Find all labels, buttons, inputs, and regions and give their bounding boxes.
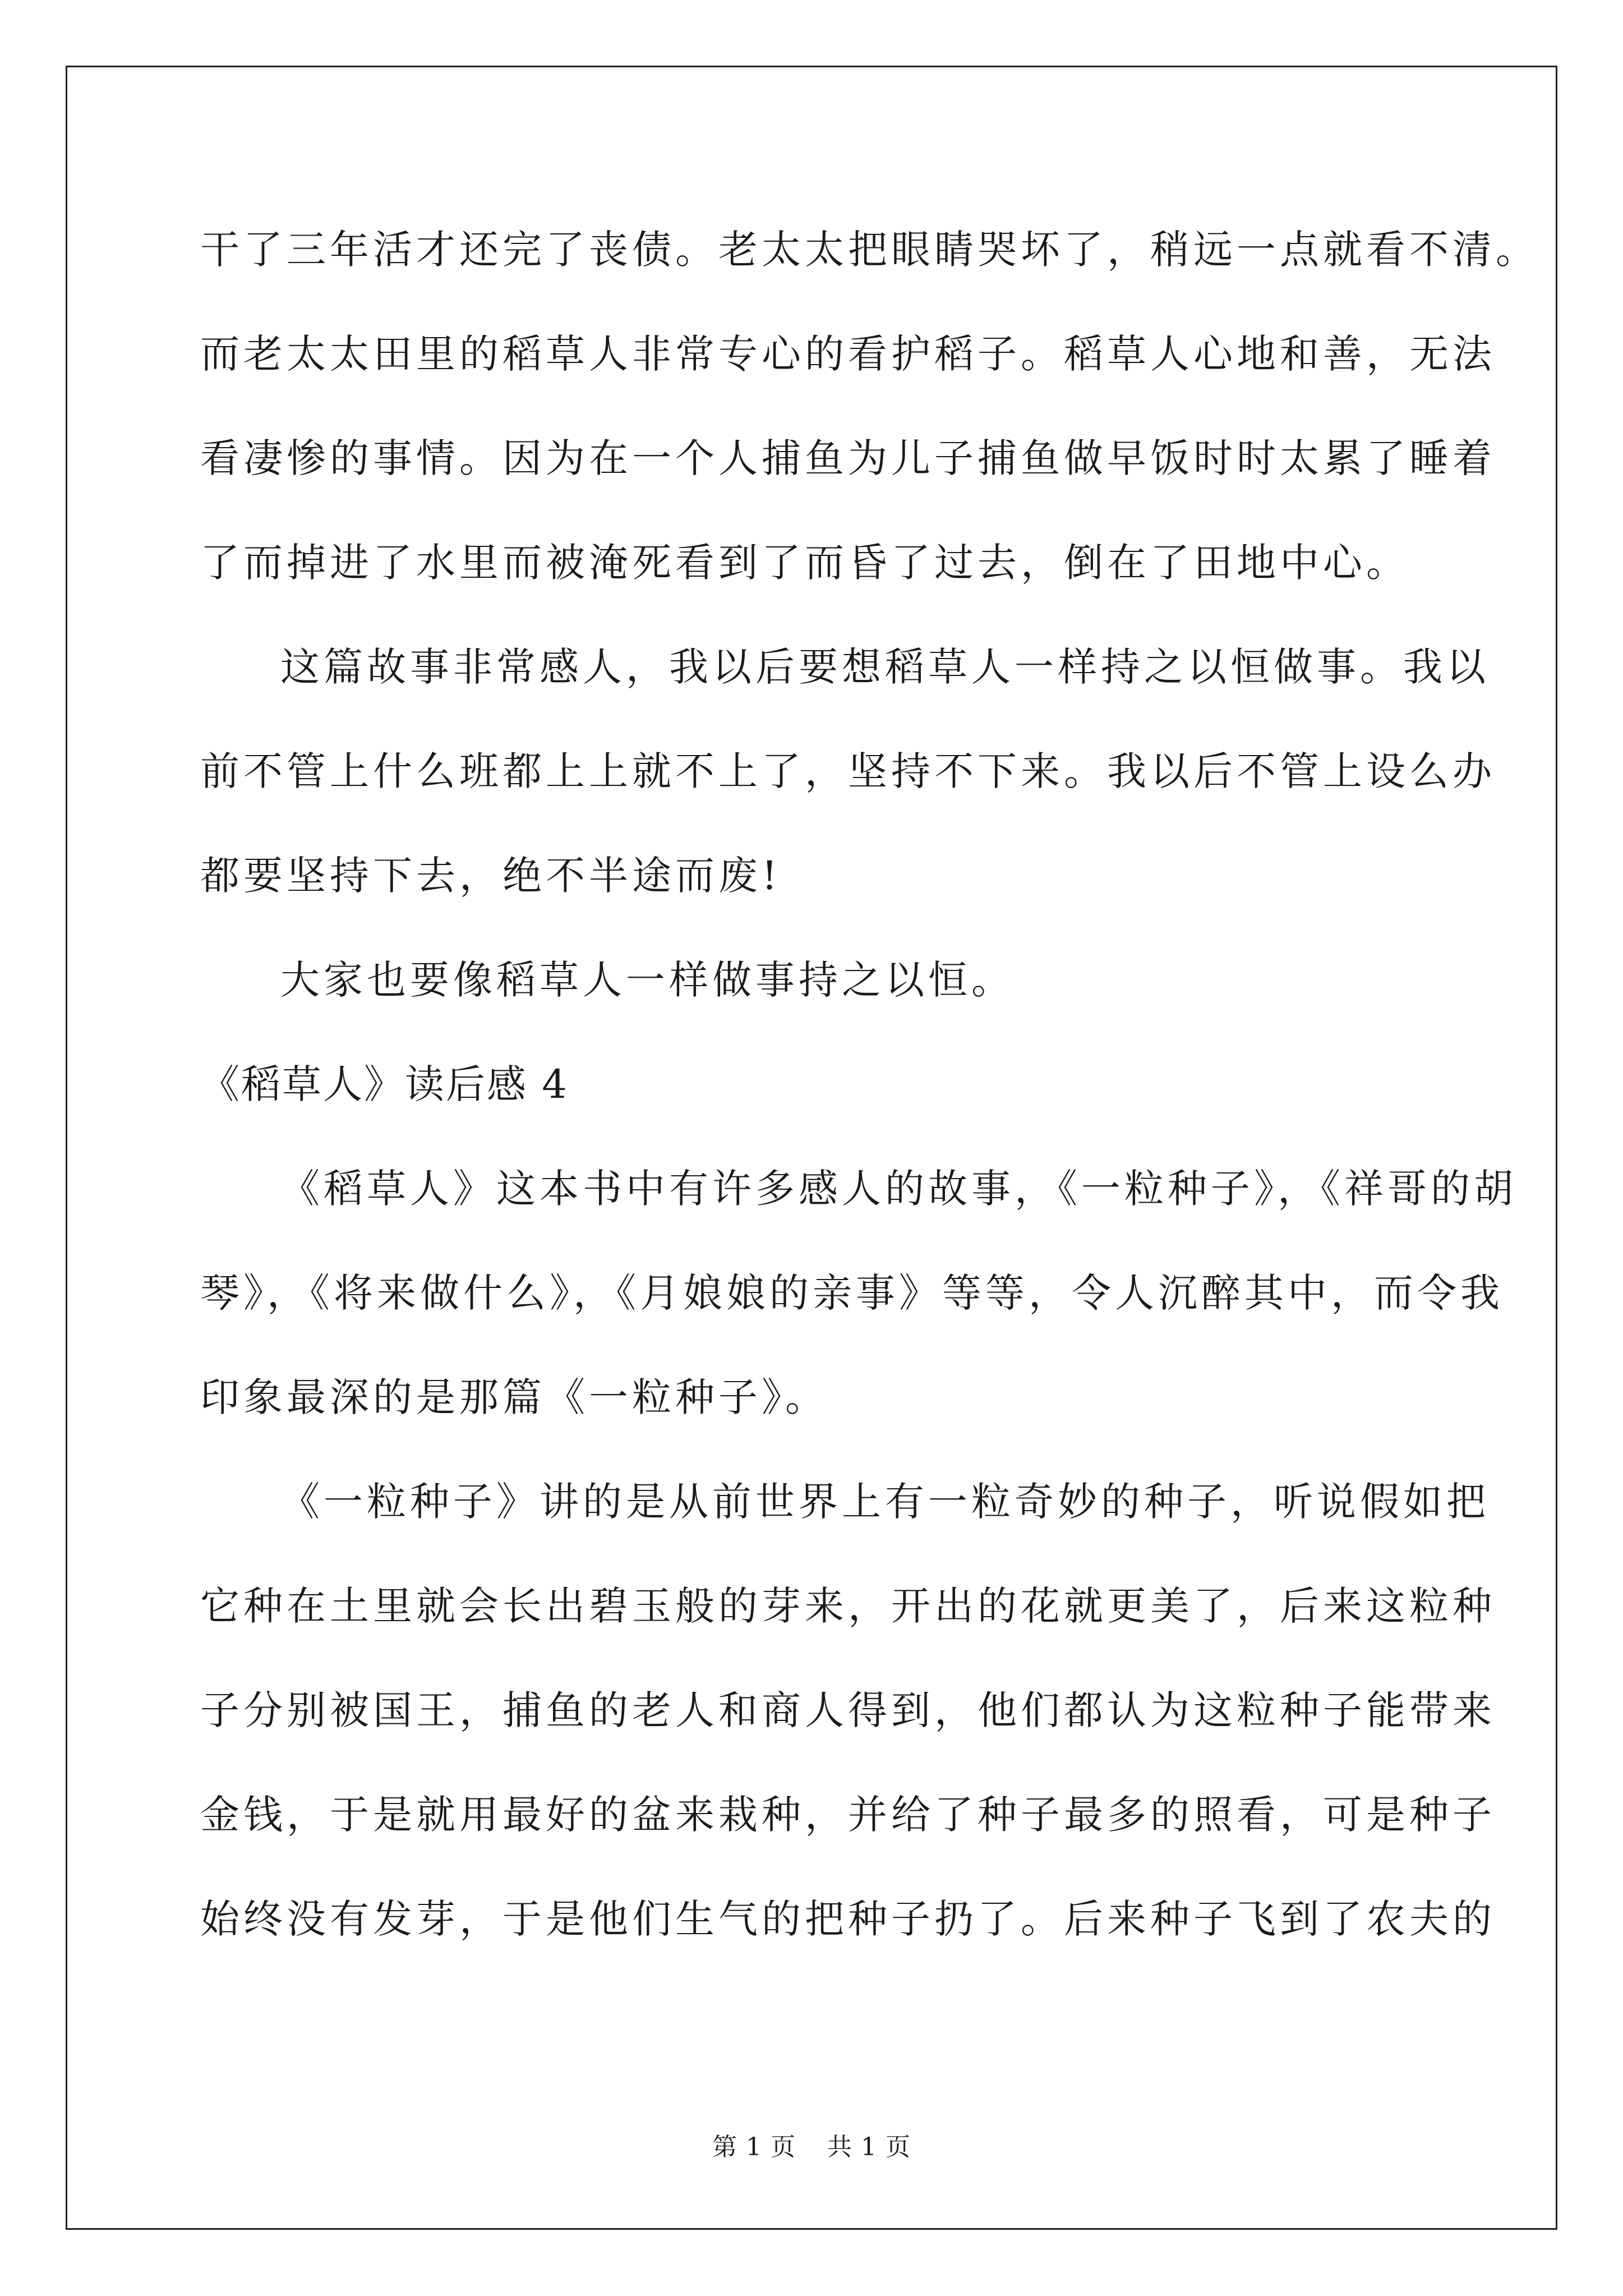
- page-footer: [0, 2131, 1623, 2164]
- text-line: 印象最深的是那篇《一粒种子》。: [200, 1374, 828, 1420]
- text-line: 子分别被国王，捕鱼的老人和商人得到，他们都认为这粒种子能带来: [200, 1687, 1496, 1733]
- document-body: [200, 197, 1539, 1971]
- text-line: 大家也要像稻草人一样做事持之以恒。: [280, 957, 1015, 1003]
- page-number: 第 1 页: [712, 2133, 796, 2161]
- text-line: 干了三年活才还完了丧债。老太太把眼睛哭坏了，稍远一点就看不清。: [200, 227, 1539, 273]
- page-total: 共 1 页: [827, 2133, 911, 2161]
- text-line: 《稻草人》这本书中有许多感人的故事，《一粒种子》，《祥哥的胡: [280, 1166, 1517, 1212]
- text-line: 它种在土里就会长出碧玉般的芽来，开出的花就更美了，后来这粒种: [200, 1583, 1496, 1629]
- text-line: 前不管上什么班都上上就不上了，坚持不下来。我以后不管上设么办: [200, 748, 1496, 794]
- text-line: 这篇故事非常感人，我以后要想稻草人一样持之以恒做事。我以: [280, 644, 1490, 690]
- section-heading: 《稻草人》读后感 4: [200, 1061, 569, 1107]
- text-line: 而老太太田里的稻草人非常专心的看护稻子。稻草人心地和善，无法: [200, 331, 1496, 377]
- text-line: 看凄惨的事情。因为在一个人捕鱼为儿子捕鱼做早饭时时太累了睡着: [200, 435, 1496, 481]
- text-line: 琴》，《将来做什么》，《月娘娘的亲事》等等，令人沉醉其中，而令我: [200, 1270, 1504, 1316]
- text-line: 了而掉进了水里而被淹死看到了而昏了过去，倒在了田地中心。: [200, 540, 1409, 586]
- text-line: 始终没有发芽，于是他们生气的把种子扔了。后来种子飞到了农夫的: [200, 1896, 1496, 1942]
- text-line: 金钱，于是就用最好的盆来栽种，并给了种子最多的照看，可是种子: [200, 1792, 1496, 1838]
- text-line: 《一粒种子》讲的是从前世界上有一粒奇妙的种子，听说假如把: [280, 1479, 1490, 1525]
- text-line: 都要坚持下去，绝不半途而废!: [200, 853, 782, 899]
